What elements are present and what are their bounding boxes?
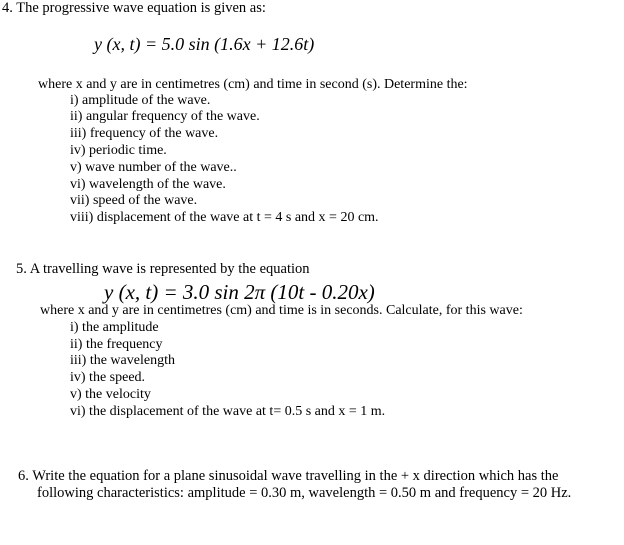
q4-heading: 4. The progressive wave equation is given as: <box>2 0 266 16</box>
q6-line1: 6. Write the equation for a plane sinusoidal wave travelling in the + x direction which has the <box>18 468 559 484</box>
list-item: i) the amplitude <box>70 320 159 335</box>
list-item: vi) wavelength of the wave. <box>70 177 226 192</box>
q6-line2: following characteristics: amplitude = 0.30 m, wavelength = 0.50 m and frequency = 20 Hz. <box>37 485 572 501</box>
q5-heading: 5. A travelling wave is represented by the equation <box>16 261 310 277</box>
list-item: ii) angular frequency of the wave. <box>70 109 260 124</box>
list-item: iv) the speed. <box>70 370 146 385</box>
list-item: v) the velocity <box>70 387 151 402</box>
list-item: iv) periodic time. <box>70 143 167 158</box>
list-item: v) wave number of the wave.. <box>70 160 237 175</box>
list-item: iii) the wavelength <box>70 353 175 368</box>
list-item: i) amplitude of the wave. <box>70 93 211 108</box>
list-item: vi) the displacement of the wave at t= 0.5 s and x = 1 m. <box>70 404 386 419</box>
q5-equation: y (x, t) = 3.0 sin 2π (10t - 0.20x) <box>104 280 375 304</box>
list-item: ii) the frequency <box>70 337 163 352</box>
q4-intro: where x and y are in centimetres (cm) and time in second (s). Determine the: <box>38 77 468 92</box>
q5-intro: where x and y are in centimetres (cm) and time is in seconds. Calculate, for this wave: <box>40 303 523 318</box>
q4-equation: y (x, t) = 5.0 sin (1.6x + 12.6t) <box>94 34 315 54</box>
list-item: iii) frequency of the wave. <box>70 126 219 141</box>
list-item: viii) displacement of the wave at t = 4 s and x = 20 cm. <box>70 210 379 225</box>
list-item: vii) speed of the wave. <box>70 193 198 208</box>
